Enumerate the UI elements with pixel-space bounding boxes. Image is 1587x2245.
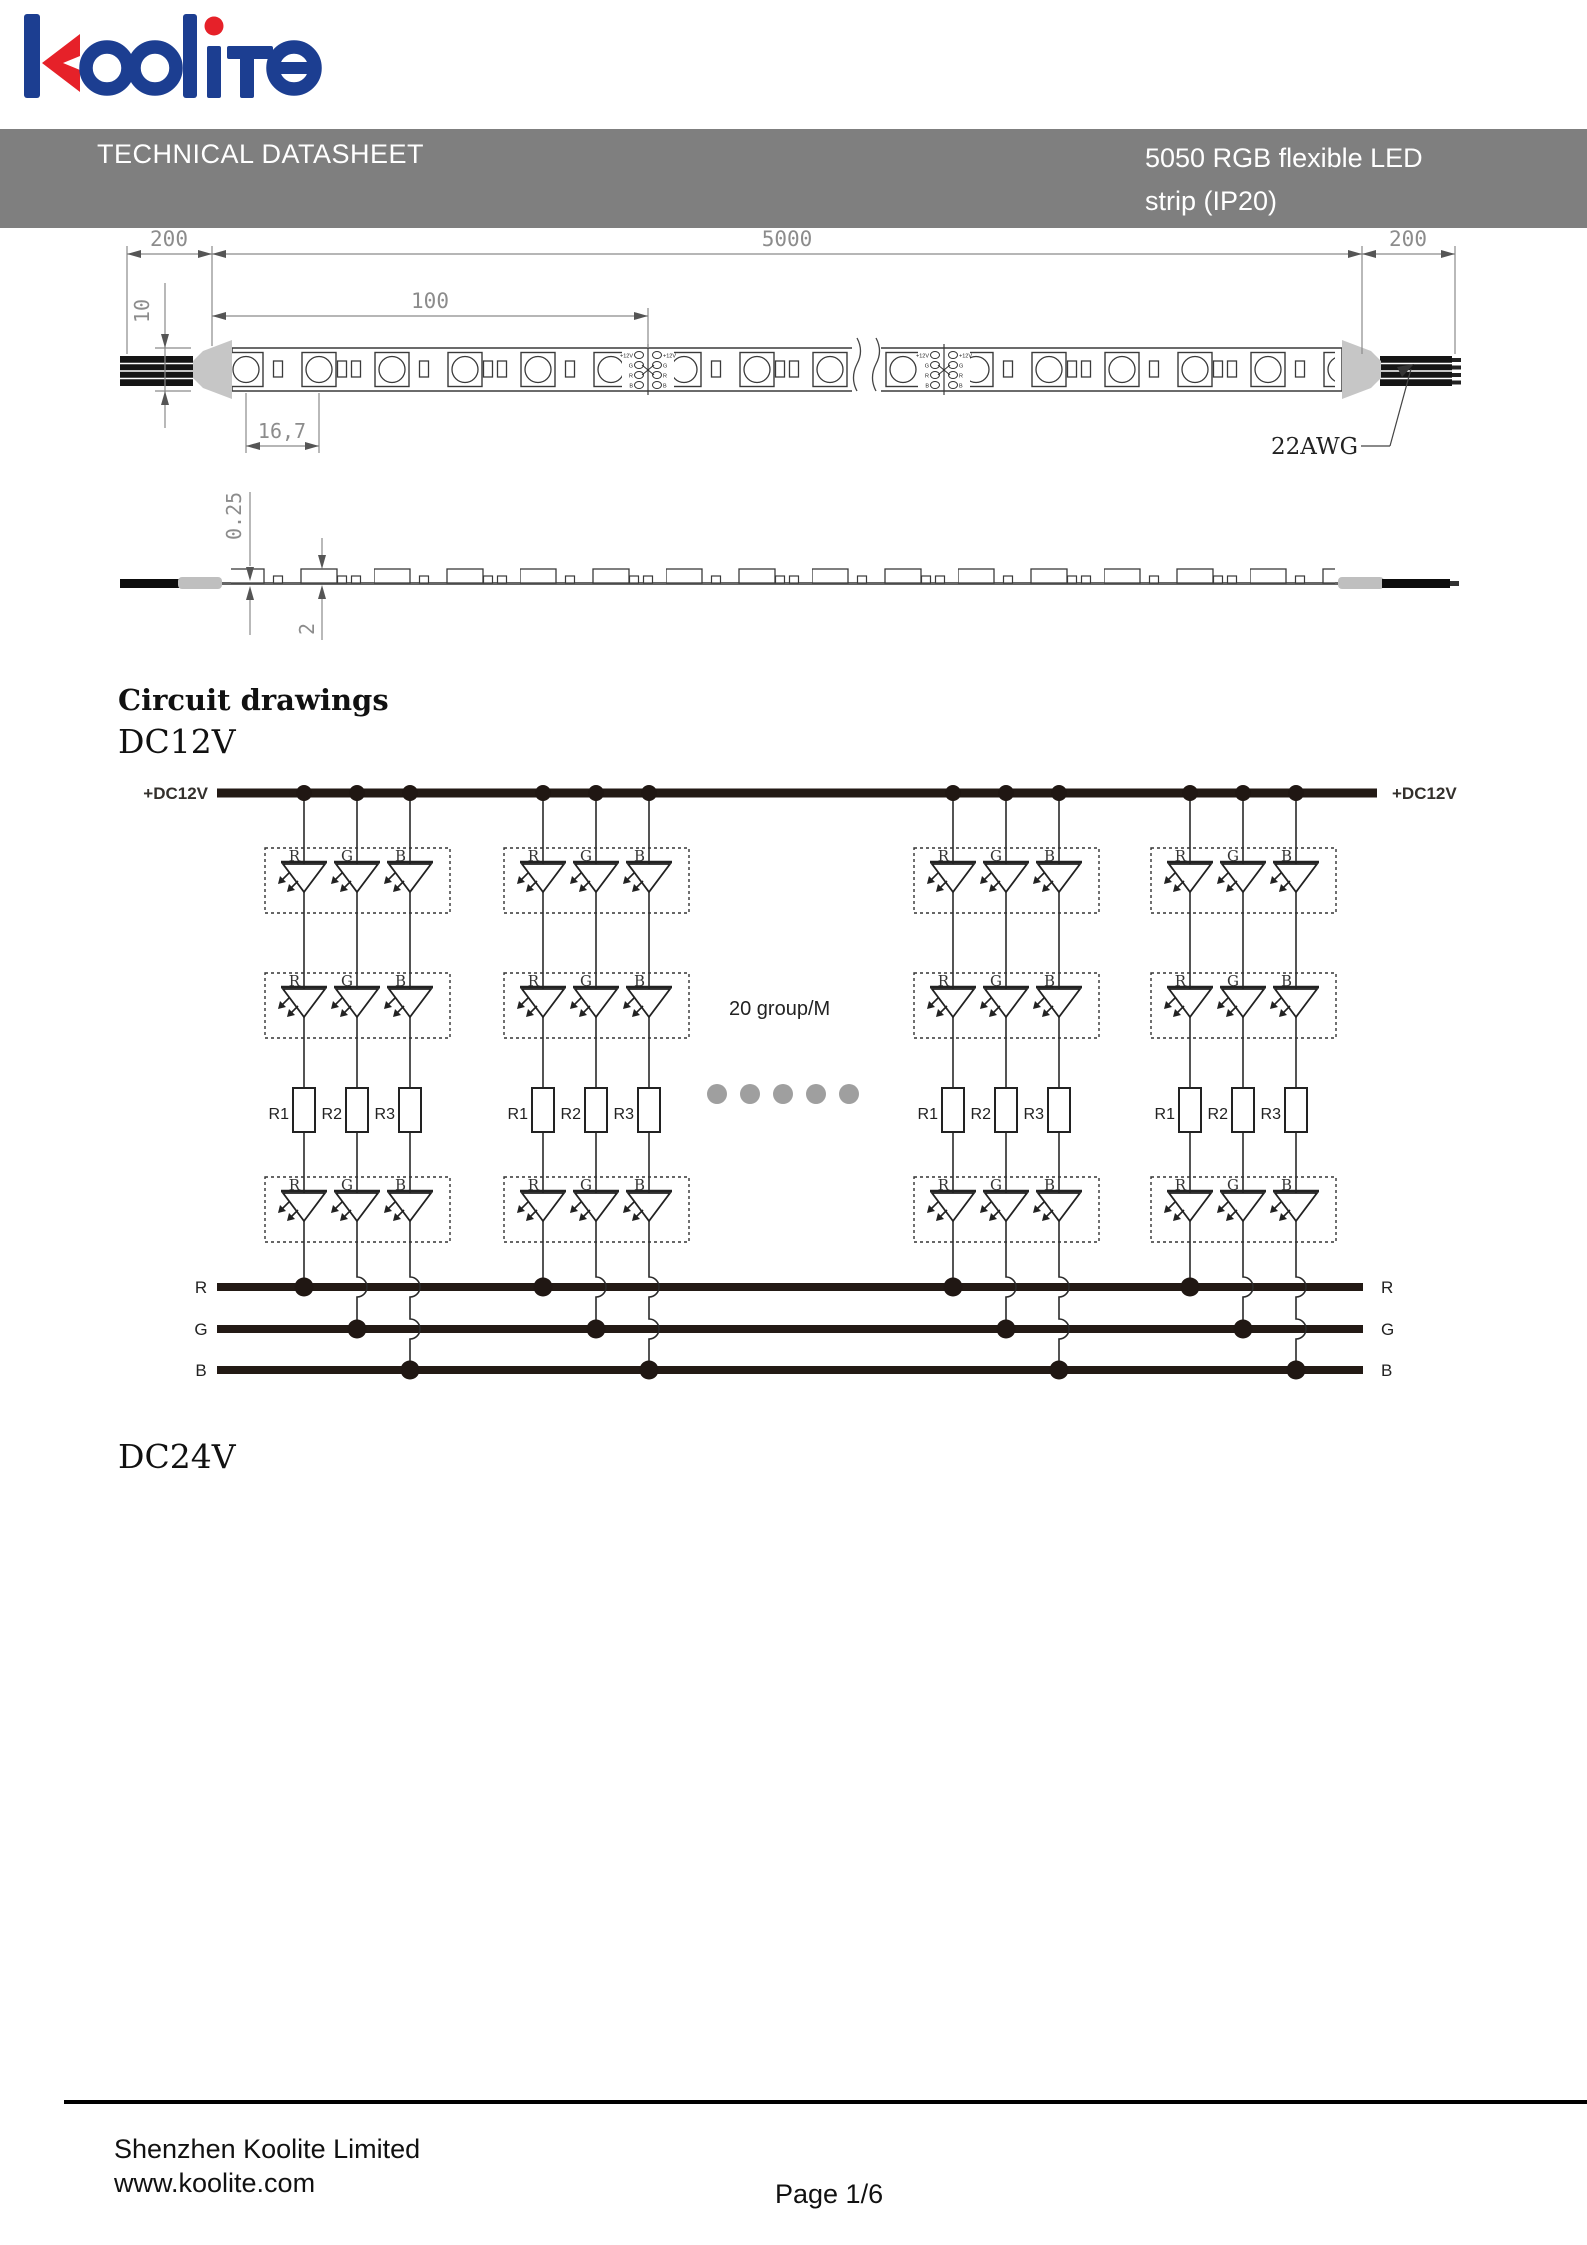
left-end-connector xyxy=(120,340,232,399)
led-strip-body xyxy=(120,338,1461,400)
dim-component-height: 2 xyxy=(295,622,319,635)
out-label-b-left: B xyxy=(195,1361,207,1380)
strip-break-mark xyxy=(852,338,881,400)
circuit-drawings-heading: Circuit drawings xyxy=(118,683,389,717)
out-label-g-right: G xyxy=(1381,1320,1395,1339)
rail-label-left: +DC12V xyxy=(143,784,208,803)
page-title: TECHNICAL DATASHEET xyxy=(97,139,425,169)
dim-strip-width: 10 xyxy=(130,298,154,323)
koolite-logo xyxy=(18,6,328,118)
dim-pcb-thickness: 0.25 xyxy=(222,491,246,540)
out-label-r-left: R xyxy=(194,1278,208,1297)
footer-divider xyxy=(64,2100,1587,2104)
out-label-g-left: G xyxy=(194,1320,208,1339)
group-density-note: 20 group/M xyxy=(729,998,831,1020)
logo-letter-k xyxy=(24,14,80,98)
dim-led-pitch: 16,7 xyxy=(257,419,307,443)
logo-letter-e xyxy=(273,47,315,89)
out-label-r-right: R xyxy=(1381,1278,1394,1297)
continuation-dots xyxy=(707,1084,859,1104)
dc12v-circuit-diagram: R G B R1 R2 R3 +DC12V +DC12V 20 group/M R G B R G B xyxy=(48,757,1457,1380)
footer-website: www.koolite.com xyxy=(114,2168,316,2198)
dim-module-length: 100 xyxy=(411,289,449,313)
logo-letter-l xyxy=(183,14,197,98)
wire-gauge-label: 22AWG xyxy=(1271,434,1358,460)
strip-side-view-drawing xyxy=(45,480,1545,650)
left-wire xyxy=(120,579,180,588)
strip-top-view-drawing: +12V G R B +12V G R B 200 5000 200 100 10 16,7 22AWG xyxy=(45,228,1545,478)
dc12v-section-label: DC12V xyxy=(118,722,236,761)
logo-letter-o1 xyxy=(86,47,128,89)
logo-letter-t xyxy=(227,46,273,98)
out-label-b-right: B xyxy=(1381,1361,1393,1380)
footer-page-number: Page 1/6 xyxy=(775,2179,884,2209)
footer-company: Shenzhen Koolite Limited xyxy=(114,2134,421,2164)
right-wire xyxy=(1382,579,1450,588)
rail-label-right: +DC12V xyxy=(1392,784,1457,803)
product-title-line2: strip (IP20) xyxy=(1145,186,1278,216)
strip-side-profile xyxy=(120,565,1459,589)
dimension-annotations xyxy=(127,227,1455,460)
logo-letter-o2 xyxy=(134,47,176,89)
dc24v-section-label: DC24V xyxy=(118,1437,236,1476)
dim-wire-left: 200 xyxy=(150,227,188,251)
left-sleeve xyxy=(178,577,222,589)
right-sleeve xyxy=(1338,577,1384,589)
dim-wire-right: 200 xyxy=(1389,227,1427,251)
product-title-line1: 5050 RGB flexible LED xyxy=(1145,143,1423,173)
dim-strip-length: 5000 xyxy=(761,227,813,251)
logo-letter-i xyxy=(205,17,224,99)
header-bar xyxy=(0,129,1587,228)
product-title xyxy=(1145,137,1423,223)
